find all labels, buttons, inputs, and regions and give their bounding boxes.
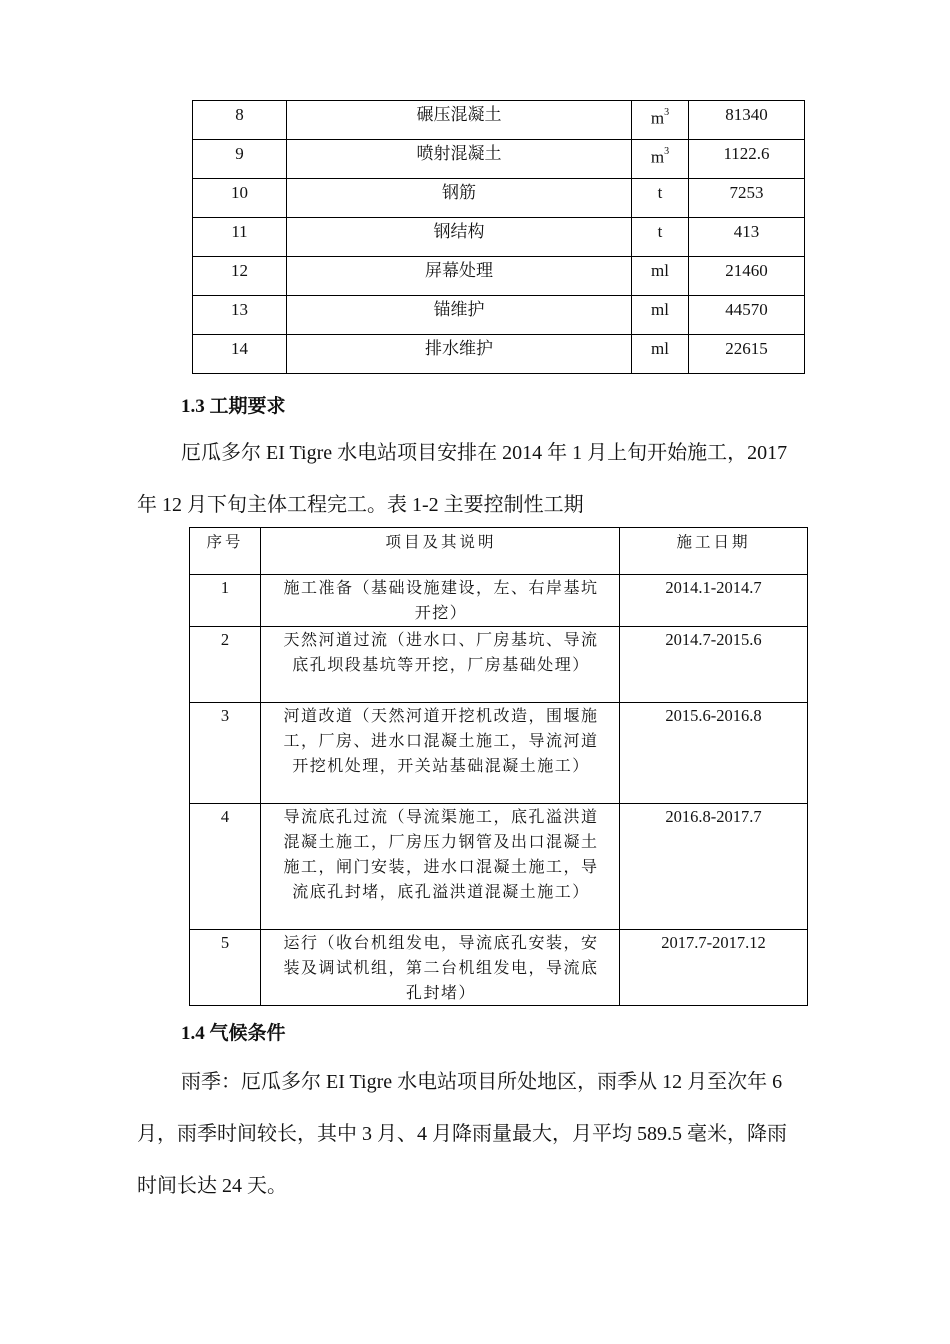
table-row	[193, 257, 805, 296]
item-name: 碾压混凝土	[287, 101, 632, 140]
paragraph-line: 年 12 月下旬主体工程完工。表 1-2 主要控制性工期	[137, 494, 584, 516]
unit: m	[650, 108, 665, 128]
schedule-table	[189, 527, 808, 1006]
quantity: 22615	[689, 335, 805, 374]
item-name: 喷射混凝土	[287, 140, 632, 179]
paragraph-line: 时间长达 24 天。	[137, 1175, 287, 1197]
table-row	[193, 218, 805, 257]
unit-superscript: 3	[664, 146, 670, 157]
row-description: 河道改道（天然河道开挖机改造，围堰施工，厂房、进水口混凝土施工，导流河道开挖机处理，开关站基础混凝土施工）	[261, 703, 620, 804]
table-header-row	[190, 528, 808, 575]
quantity: 44570	[689, 296, 805, 335]
row-number: 10	[193, 179, 287, 218]
unit-cell	[632, 101, 689, 140]
row-number: 14	[193, 335, 287, 374]
unit: t	[657, 183, 663, 202]
section-heading-schedule: 1.3 工期要求	[181, 396, 286, 417]
unit: ml	[651, 261, 669, 280]
header-date: 施工日期	[620, 528, 808, 575]
row-number: 11	[193, 218, 287, 257]
item-name: 钢筋	[287, 179, 632, 218]
quantity: 81340	[689, 101, 805, 140]
table-row	[190, 627, 808, 703]
row-number: 4	[190, 804, 261, 930]
unit-cell	[632, 257, 689, 296]
row-number: 12	[193, 257, 287, 296]
paragraph-line: 月，雨季时间较长，其中 3 月、4 月降雨量最大，月平均 589.5 毫米，降雨	[137, 1123, 787, 1145]
table-row	[193, 179, 805, 218]
quantity: 1122.6	[689, 140, 805, 179]
row-description: 施工准备（基础设施建设，左、右岸基坑开挖）	[261, 575, 620, 627]
quantities-table	[192, 100, 805, 374]
item-name: 钢结构	[287, 218, 632, 257]
unit: ml	[651, 339, 669, 358]
quantity: 413	[689, 218, 805, 257]
row-description: 天然河道过流（进水口、厂房基坑、导流底孔坝段基坑等开挖，厂房基础处理）	[261, 627, 620, 703]
table-row	[193, 140, 805, 179]
table-row	[190, 930, 808, 1006]
unit: t	[657, 222, 663, 241]
schedule-paragraph	[137, 427, 867, 531]
table-row	[193, 335, 805, 374]
item-name: 锚维护	[287, 296, 632, 335]
row-number: 8	[193, 101, 287, 140]
table-row	[190, 703, 808, 804]
quantity: 7253	[689, 179, 805, 218]
unit-cell	[632, 218, 689, 257]
row-description: 导流底孔过流（导流渠施工，底孔溢洪道混凝土施工，厂房压力钢管及出口混凝土施工，闸门安装，进水口混凝土施工，导流底孔封堵，底孔溢洪道混凝土施工）	[261, 804, 620, 930]
row-date: 2014.1-2014.7	[620, 575, 808, 627]
row-number: 3	[190, 703, 261, 804]
header-number: 序号	[190, 528, 261, 575]
unit-cell	[632, 296, 689, 335]
unit-superscript: 3	[664, 107, 670, 118]
row-date: 2014.7-2015.6	[620, 627, 808, 703]
unit-cell	[632, 335, 689, 374]
row-number: 2	[190, 627, 261, 703]
paragraph-line: 雨季：厄瓜多尔 EI Tigre 水电站项目所处地区，雨季从 12 月至次年 6	[181, 1071, 783, 1093]
unit-cell	[632, 179, 689, 218]
header-item: 项目及其说明	[261, 528, 620, 575]
unit: ml	[651, 300, 669, 319]
unit-cell	[632, 140, 689, 179]
row-number: 13	[193, 296, 287, 335]
row-number: 5	[190, 930, 261, 1006]
row-date: 2017.7-2017.12	[620, 930, 808, 1006]
table-row	[193, 101, 805, 140]
quantity: 21460	[689, 257, 805, 296]
row-date: 2016.8-2017.7	[620, 804, 808, 930]
table-row	[193, 296, 805, 335]
row-number: 1	[190, 575, 261, 627]
row-date: 2015.6-2016.8	[620, 703, 808, 804]
item-name: 屏幕处理	[287, 257, 632, 296]
row-description: 运行（收台机组发电，导流底孔安装，安装及调试机组，第二台机组发电，导流底孔封堵）	[261, 930, 620, 1006]
section-heading-climate: 1.4 气候条件	[181, 1023, 286, 1044]
table-row	[190, 575, 808, 627]
climate-paragraph	[137, 1056, 867, 1212]
item-name: 排水维护	[287, 335, 632, 374]
unit: m	[650, 147, 665, 167]
paragraph-line: 厄瓜多尔 EI Tigre 水电站项目安排在 2014 年 1 月上旬开始施工，2017	[181, 442, 788, 464]
table-row	[190, 804, 808, 930]
row-number: 9	[193, 140, 287, 179]
